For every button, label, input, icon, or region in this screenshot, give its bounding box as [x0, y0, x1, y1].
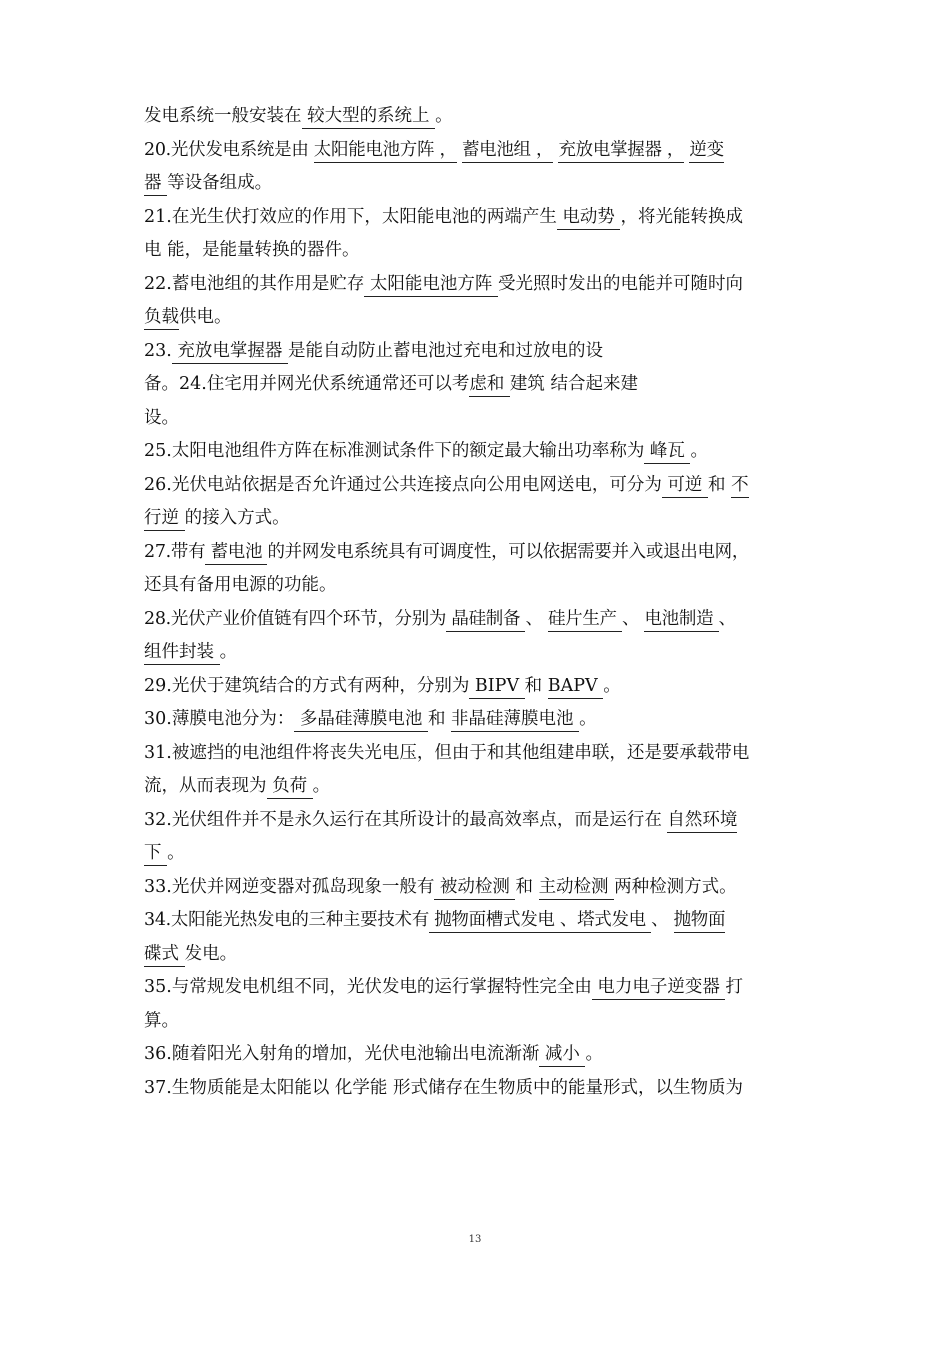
text-line — [144, 703, 814, 737]
text-segment: 26.光伏电站依据是否允许通过公共连接点向公用电网送电，可分为 — [144, 474, 662, 495]
text-line — [144, 837, 814, 871]
text-line — [144, 636, 814, 670]
answer-blank: BAPV — [548, 676, 603, 699]
text-line — [144, 938, 814, 972]
text-segment: 建筑 结合起来建 — [509, 374, 638, 394]
answer-blank: 抛物面 — [674, 910, 726, 933]
text-line — [144, 737, 814, 771]
text-segment: 29.光伏于建筑结合的方式有两种，分别为 — [144, 675, 470, 696]
answer-blank: 自然环境 — [667, 810, 737, 833]
text-line — [144, 1072, 814, 1106]
text-segment: 备。24.住宅用并网光伏系统通常还可以考 — [144, 374, 470, 394]
text-segment: 电 能，是能量转换的器件。 — [144, 240, 360, 260]
text-segment: 还具有备用电源的功能。 — [144, 575, 337, 595]
text-line — [144, 201, 814, 235]
text-segment: 和 — [524, 675, 548, 696]
text-line — [144, 134, 814, 168]
answer-blank: 电力电子逆变器 — [592, 977, 726, 1000]
answer-blank: 晶硅制备 — [446, 609, 525, 632]
text-line — [144, 435, 814, 469]
answer-blank: 蓄电池组 ， — [462, 140, 553, 163]
text-line — [144, 234, 814, 268]
text-segment: 27.带有 — [144, 541, 206, 562]
text-segment: 。 — [690, 441, 708, 461]
answer-blank: 太阳能电池方阵 — [364, 274, 498, 297]
text-segment: 供电。 — [179, 307, 232, 327]
page-number: 13 — [468, 1234, 482, 1245]
text-line — [144, 603, 814, 637]
text-segment: 发电。 — [184, 943, 238, 964]
text-line — [144, 469, 814, 503]
text-segment: 、 — [622, 608, 645, 629]
text-line — [144, 301, 814, 335]
text-segment: 等设备组成。 — [167, 173, 273, 193]
answer-blank: 电池制造 — [644, 609, 718, 632]
answer-blank: 器 — [144, 173, 167, 196]
text-segment: 。 — [603, 675, 621, 696]
text-segment: 34.太阳能光热发电的三种主要技术有 — [144, 910, 429, 930]
text-line — [144, 804, 814, 838]
text-segment: 和 — [515, 876, 539, 897]
text-segment: 35.与常规发电机组不同，光伏发电的运行掌握特性完全由 — [144, 977, 592, 997]
text-line — [144, 770, 814, 804]
text-segment: 25.太阳电池组件方阵在标准测试条件下的额定最大输出功率称为 — [144, 441, 645, 461]
answer-blank: 主动检测 — [539, 877, 615, 900]
text-line — [144, 871, 814, 905]
text-segment: 36.随着阳光入射角的增加，光伏电池输出电流渐渐 — [144, 1044, 540, 1064]
text-line — [144, 167, 814, 201]
answer-blank: 、塔式发电 — [560, 910, 651, 933]
text-segment: 和 — [427, 709, 452, 729]
answer-blank: BIPV — [469, 676, 524, 699]
text-segment: 30.薄膜电池分为： — [144, 709, 295, 729]
answer-blank: 峰瓦 — [644, 441, 690, 464]
answer-blank: 下 — [144, 843, 167, 866]
text-line — [144, 536, 814, 570]
text-segment: 。 — [579, 709, 597, 729]
text-segment: 20.光伏发电系统是由 — [144, 139, 314, 160]
answer-blank: 多晶硅薄膜电池 — [294, 709, 428, 732]
answer-blank: 充放电掌握器 ， — [558, 140, 684, 163]
text-segment: 。 — [219, 642, 238, 662]
text-segment: 的并网发电系统具有可调度性，可以依据需要并入或退出电网， — [267, 541, 750, 562]
text-line — [144, 971, 814, 1005]
answer-blank: 负载 — [144, 307, 179, 330]
text-segment: 。 — [585, 1044, 603, 1064]
text-segment: 、 — [718, 608, 736, 629]
answer-blank: 抛物面槽式发电 — [429, 910, 560, 933]
text-segment: 。 — [435, 106, 453, 126]
text-line — [144, 368, 814, 402]
answer-blank: 充放电掌握器 — [172, 341, 288, 364]
answer-blank: 太阳能电池方阵 ， — [314, 140, 457, 163]
answer-blank: 碟式 — [144, 944, 185, 967]
answer-blank: 虑和 — [469, 374, 510, 397]
text-segment: 流，从而表现为 — [144, 776, 267, 796]
answer-blank: 非晶硅薄膜电池 — [451, 709, 579, 732]
text-line — [144, 402, 814, 436]
answer-blank: 可逆 — [662, 475, 708, 498]
text-segment: 22.蓄电池组的其作用是贮存 — [144, 273, 365, 294]
text-segment: 33.光伏并网逆变器对孤岛现象一般有 — [144, 876, 435, 897]
text-line — [144, 904, 814, 938]
text-segment: 两种检测方式。 — [614, 876, 737, 897]
answer-blank: 电动势 — [557, 207, 621, 230]
text-line — [144, 335, 814, 369]
answer-blank: 硅片生产 — [548, 609, 622, 632]
text-segment: 是能自动防止蓄电池过充电和过放电的设 — [287, 340, 603, 361]
text-segment: 和 — [707, 474, 732, 495]
answer-blank: 较大型的系统上 — [302, 106, 436, 129]
text-line — [144, 670, 814, 704]
answer-blank: 不 — [731, 475, 749, 498]
text-line — [144, 502, 814, 536]
text-segment: 28.光伏产业价值链有四个环节，分别为 — [144, 608, 447, 629]
answer-blank: 行逆 — [144, 508, 185, 531]
answer-blank: 逆变 — [689, 140, 723, 163]
text-segment: 设。 — [144, 407, 179, 428]
text-line — [144, 1005, 814, 1039]
text-segment: ，将光能转换成 — [620, 206, 743, 227]
document-body — [144, 100, 814, 1105]
text-segment: 32.光伏组件并不是永久运行在其所设计的最高效率点，而是运行在 — [144, 809, 668, 830]
text-segment: 打 — [725, 977, 743, 997]
answer-blank: 组件封装 — [144, 642, 220, 665]
text-segment: 、 — [651, 910, 674, 930]
text-line — [144, 268, 814, 302]
text-segment: 。 — [312, 776, 331, 796]
text-line — [144, 569, 814, 603]
text-segment: 37.生物质能是太阳能以 化学能 形式储存在生物质中的能量形式，以生物质为 — [144, 1077, 743, 1098]
text-line — [144, 1038, 814, 1072]
text-segment: 31.被遮挡的电池组件将丧失光电压，但由于和其他组建串联，还是要承载带电 — [144, 742, 750, 763]
text-line — [144, 100, 814, 134]
answer-blank: 负荷 — [267, 776, 313, 799]
text-segment: 发电系统一般安装在 — [144, 106, 302, 126]
text-segment: 受光照时发出的电能并可随时向 — [497, 273, 743, 294]
text-segment: 算。 — [144, 1010, 179, 1031]
text-segment: 。 — [167, 843, 185, 863]
answer-blank: 蓄电池 — [205, 542, 267, 565]
text-segment: 23. — [144, 340, 172, 361]
answer-blank: 减小 — [539, 1044, 585, 1067]
text-segment: 、 — [525, 608, 548, 629]
text-segment: 的接入方式。 — [184, 508, 290, 528]
answer-blank: 被动检测 — [434, 877, 515, 900]
text-segment: 21.在光生伏打效应的作用下，太阳能电池的两端产生 — [144, 206, 557, 227]
